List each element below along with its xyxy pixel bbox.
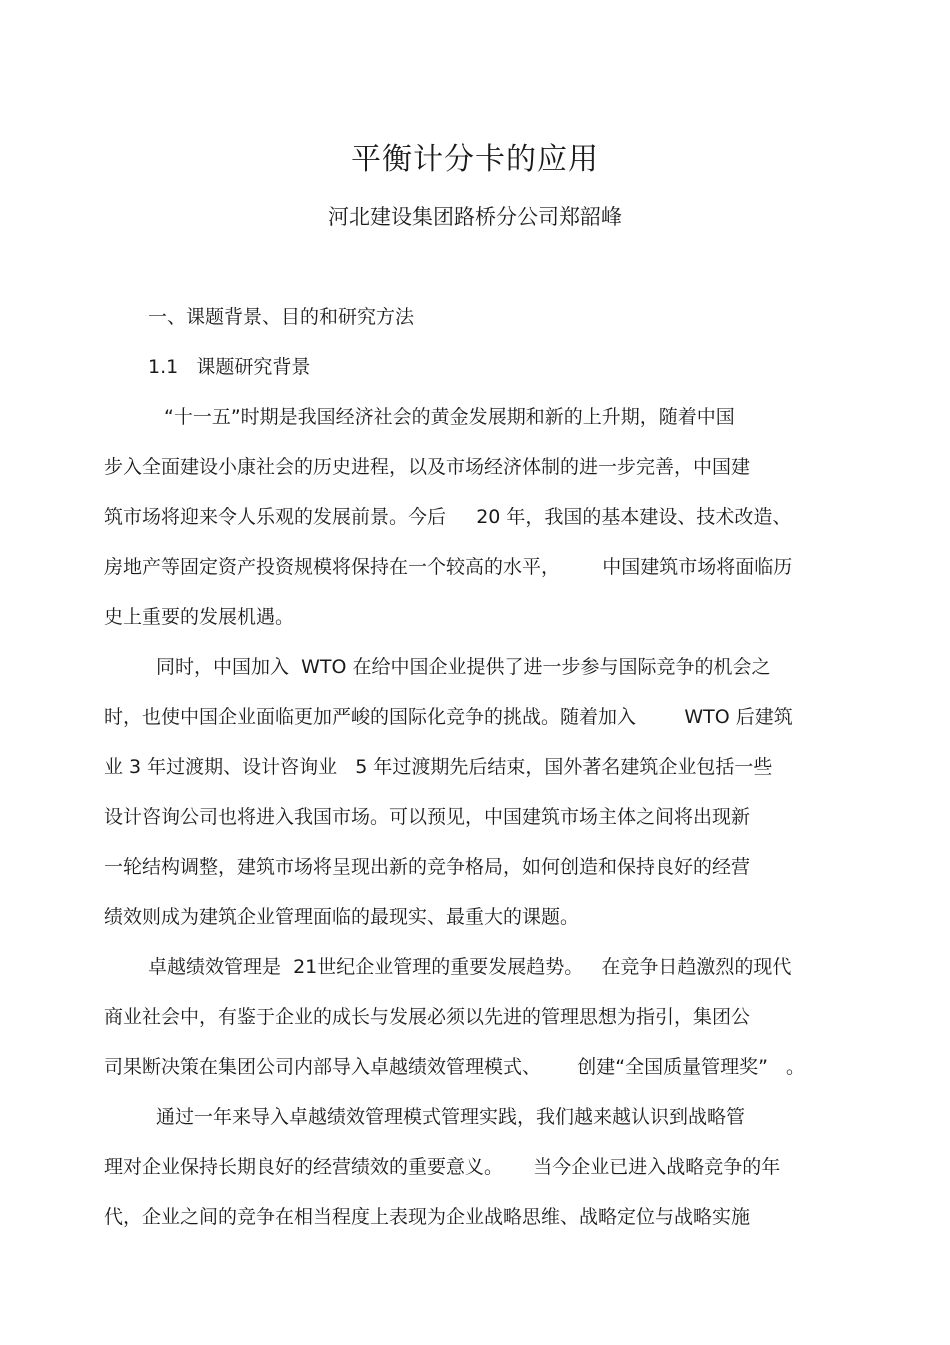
body-line: 司果断决策在集团公司内部导入卓越绩效管理模式、 创建“全国质量管理奖” 。 xyxy=(104,1056,806,1078)
body-line: 一轮结构调整，建筑市场将呈现出新的竞争格局，如何创造和保持良好的经营 xyxy=(104,856,751,878)
body-line: 绩效则成为建筑企业管理面临的最现实、最重大的课题。 xyxy=(104,906,580,928)
body-line: 筑市场将迎来令人乐观的发展前景。今后 20 年，我国的基本建设、技术改造、 xyxy=(104,506,792,528)
body-line: 时，也使中国企业面临更加严峻的国际化竞争的挑战。随着加入 WTO 后建筑 xyxy=(104,706,793,728)
body-line: 通过一年来导入卓越绩效管理模式管理实践，我们越来越认识到战略管 xyxy=(156,1106,746,1128)
body-line: 房地产等固定资产投资规模将保持在一个较高的水平， 中国建筑市场将面临历 xyxy=(104,556,793,578)
document-author: 河北建设集团路桥分公司郑韶峰 xyxy=(328,205,622,229)
body-line: 卓越绩效管理是 21世纪企业管理的重要发展趋势。 在竞争日趋激烈的现代 xyxy=(148,956,792,978)
body-line: “十一五”时期是我国经济社会的黄金发展期和新的上升期，随着中国 xyxy=(164,406,735,428)
body-line: 代，企业之间的竞争在相当程度上表现为企业战略思维、战略定位与战略实施 xyxy=(104,1206,751,1228)
body-line: 一、课题背景、目的和研究方法 xyxy=(148,306,415,328)
body-line: 理对企业保持长期良好的经营绩效的重要意义。 当今企业已进入战略竞争的年 xyxy=(104,1156,781,1178)
body-line: 商业社会中，有鉴于企业的成长与发展必须以先进的管理思想为指引，集团公 xyxy=(104,1006,751,1028)
body-line: 业 3 年过渡期、设计咨询业 5 年过渡期先后结束，国外著名建筑企业包括一些 xyxy=(104,756,773,778)
body-line: 设计咨询公司也将进入我国市场。可以预见，中国建筑市场主体之间将出现新 xyxy=(104,806,751,828)
body-line: 同时，中国加入 WTO 在给中国企业提供了进一步参与国际竞争的机会之 xyxy=(156,656,771,678)
body-line: 1.1 课题研究背景 xyxy=(148,356,311,378)
body-line: 步入全面建设小康社会的历史进程，以及市场经济体制的进一步完善，中国建 xyxy=(104,456,751,478)
document-title: 平衡计分卡的应用 xyxy=(351,142,599,177)
body-line: 史上重要的发展机遇。 xyxy=(104,606,295,628)
